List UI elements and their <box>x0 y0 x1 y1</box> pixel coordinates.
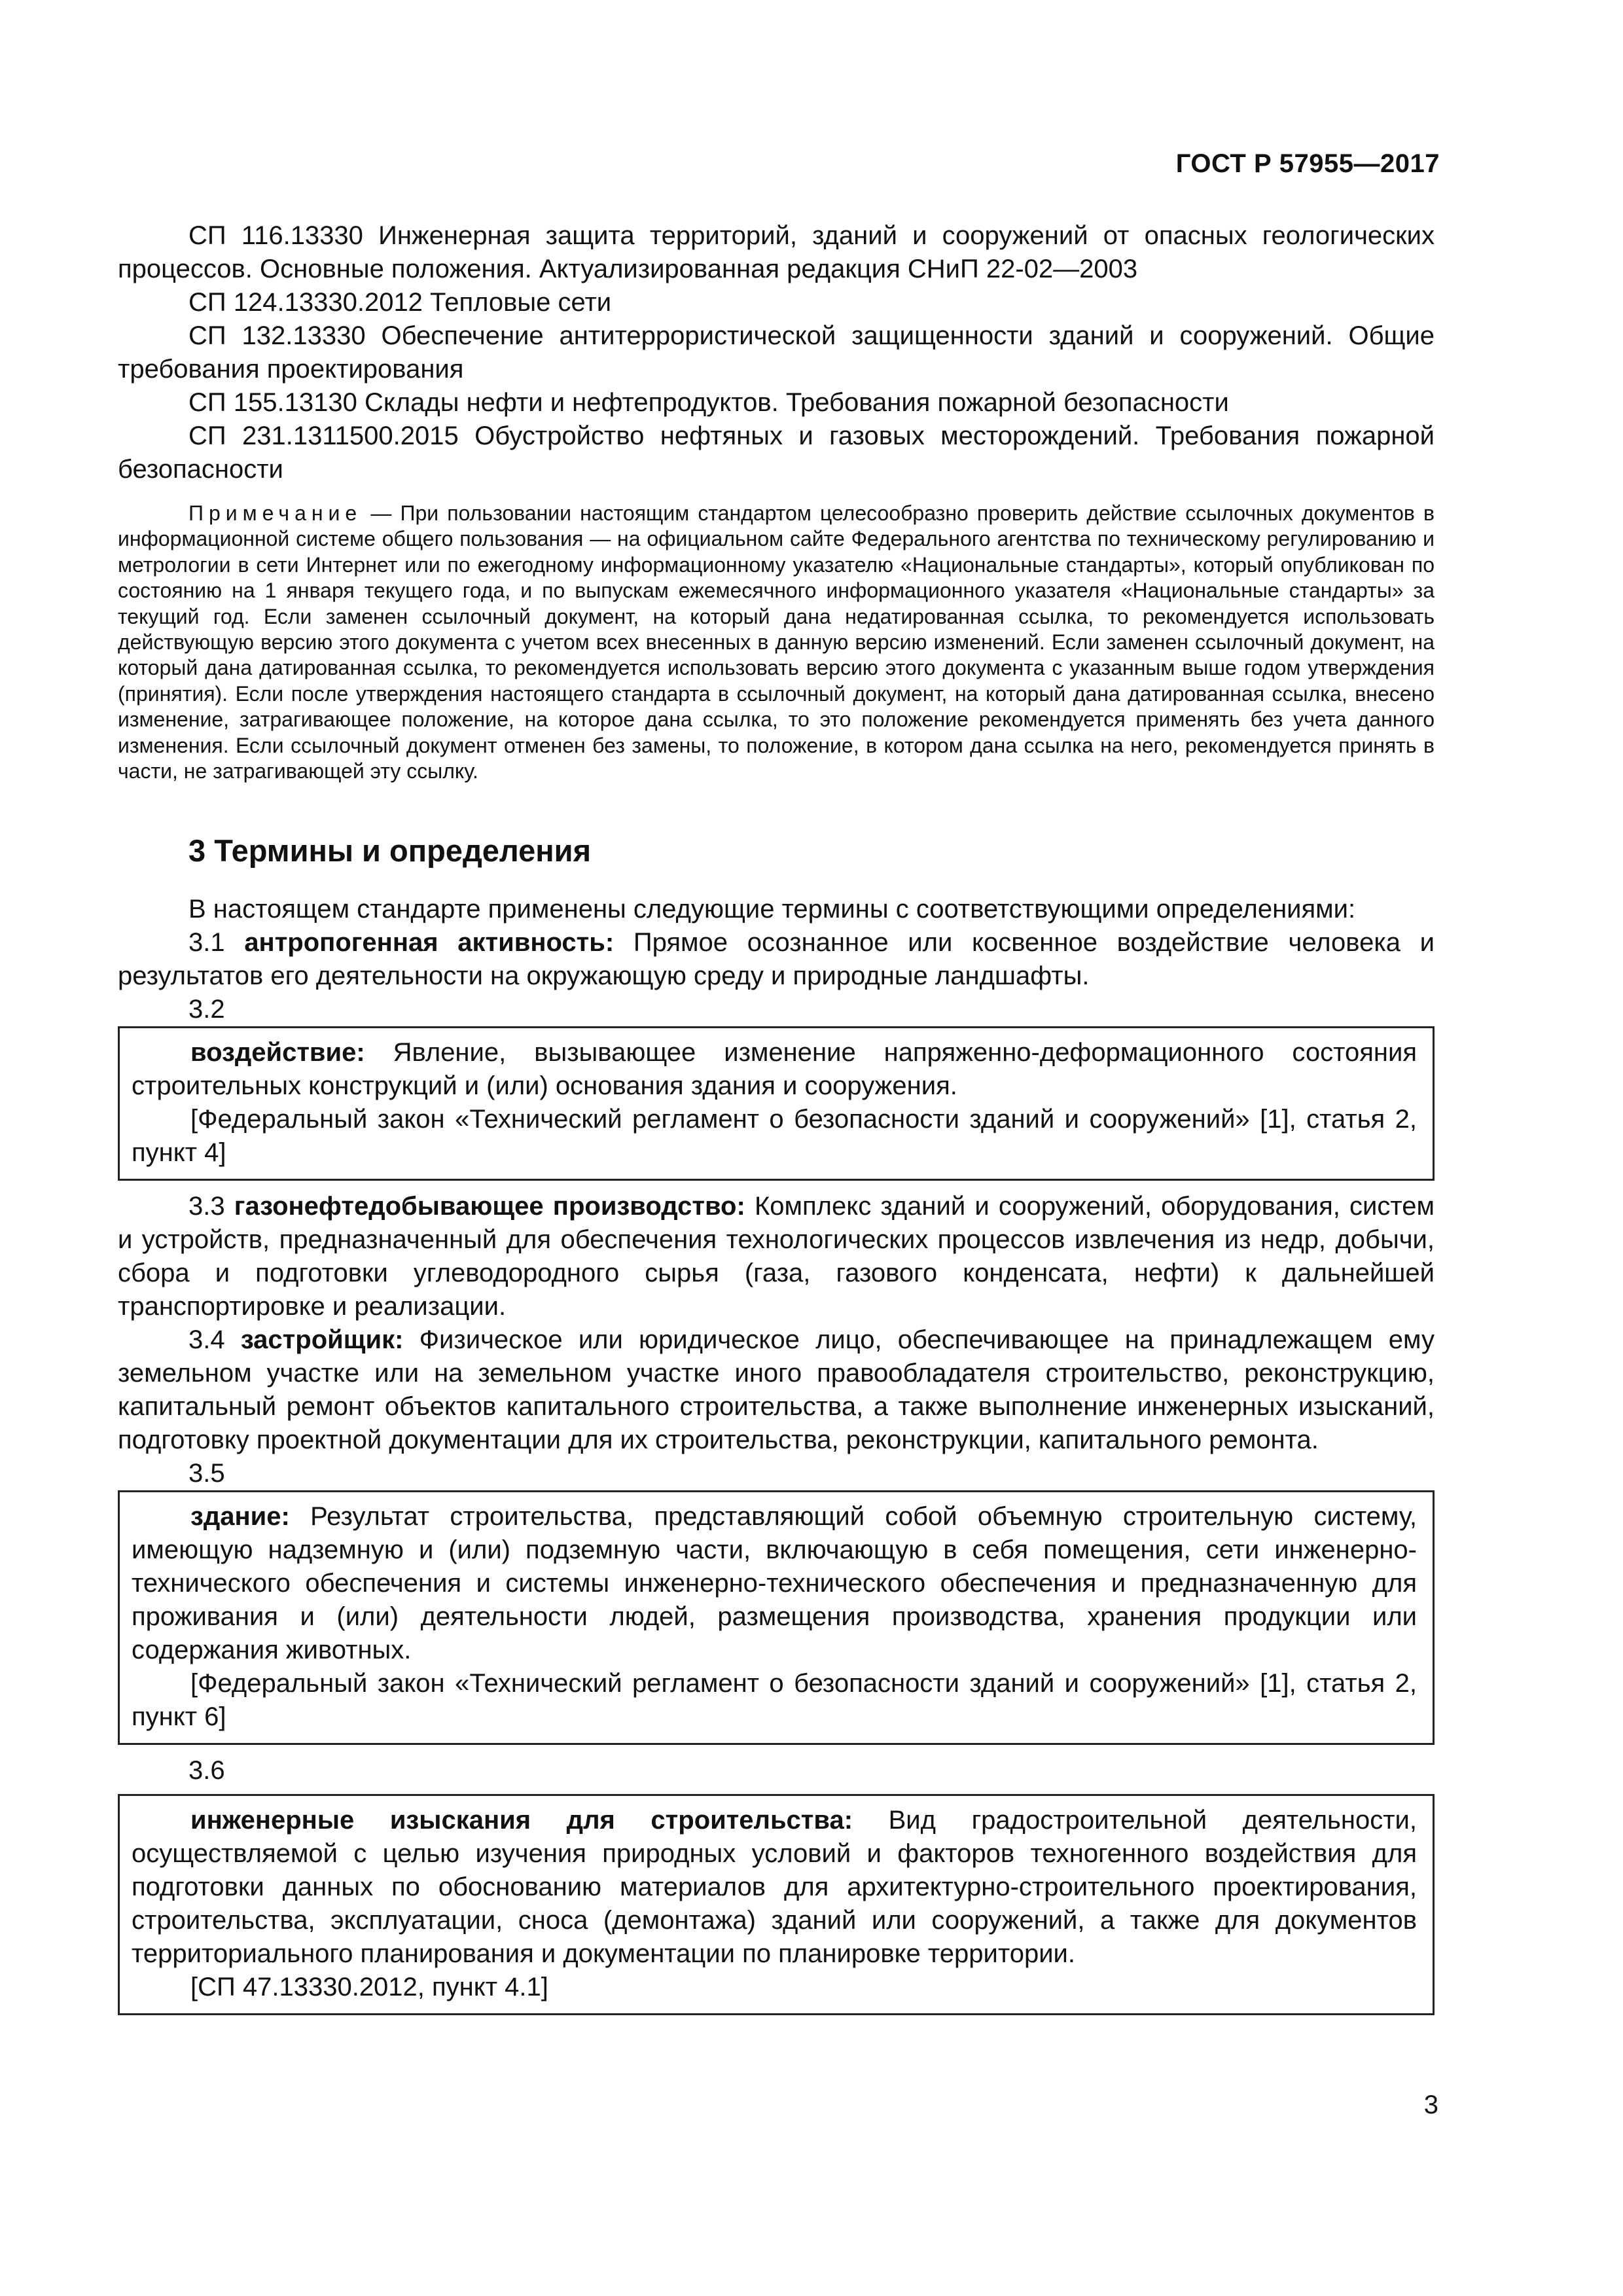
ref-sp-155: СП 155.13130 Склады нефти и нефтепродуктов. Требования пожарной безопасности <box>188 388 1229 417</box>
term-name: воздействие: <box>190 1038 365 1067</box>
term-definition: Вид градостроительной деятельности, осуществляемой с целью изучения природных условий и факторов техногенного воздействия для подготовки данных по обоснованию материалов для архитектурно-строительного проектирования, строительства, эксплуатации, сноса (демонтажа) зданий или сооружений, а также для документов территориального планирования и документации по планировке территории. <box>132 1806 1417 1969</box>
term-number: 3.3 <box>188 1192 234 1221</box>
term-number-3-6: 3.6 <box>188 1756 225 1785</box>
term-3-2 <box>132 1036 1417 1103</box>
term-3-3 <box>118 1190 1435 1323</box>
term-box-3-5 <box>118 1490 1435 1745</box>
ref-sp-231: СП 231.1311500.2015 Обустройство нефтяных и газовых месторождений. Требования пожарной безопасности <box>118 422 1435 484</box>
term-name: здание: <box>190 1502 290 1532</box>
page-content <box>118 219 1435 2015</box>
term-name: застройщик: <box>240 1325 404 1355</box>
section-intro: В настоящем стандарте применены следующие термины с соответствующими определениями: <box>188 895 1356 924</box>
term-3-5 <box>132 1500 1417 1667</box>
section-title: 3 Термины и определения <box>188 833 591 869</box>
term-definition: Прямое осознанное или косвенное воздействие человека и результатов его деятельности на окружающую среду и природные ландшафты. <box>118 928 1435 991</box>
term-name: инженерные изыскания для строительства: <box>190 1806 853 1835</box>
page-number: 3 <box>1423 2090 1438 2119</box>
ref-sp-132: СП 132.13330 Обеспечение антитеррористической защищенности зданий и сооружений. Общие требования проектирования <box>118 321 1435 384</box>
term-number-3-2: 3.2 <box>188 995 225 1024</box>
term-name: газонефтедобывающее производство: <box>234 1192 745 1221</box>
term-source: [Федеральный закон «Технический регламент о безопасности зданий и сооружений» [1], статья 2, пункт 4] <box>132 1105 1417 1168</box>
term-definition: Физическое или юридическое лицо, обеспечивающее на принадлежащем ему земельном участке или на земельном участке иного правообладателя строительство, реконструкцию, капитальный ремонт объектов капитального строительства, а также выполнение инженерных изысканий, подготовку проектной документации для их строительства, реконструкции, капитального ремонта. <box>118 1325 1435 1455</box>
note-label: Примечание <box>188 501 363 525</box>
document-header-standard: ГОСТ Р 57955—2017 <box>1175 149 1440 178</box>
term-3-1 <box>118 926 1435 993</box>
term-number-3-5: 3.5 <box>188 1459 225 1488</box>
term-definition: Явление, вызывающее изменение напряженно-деформационного состояния строительных конструкций и (или) основания здания и сооружения. <box>132 1038 1417 1101</box>
term-number: 3.4 <box>188 1325 241 1355</box>
ref-sp-124: СП 124.13330.2012 Тепловые сети <box>188 288 612 317</box>
term-3-6 <box>132 1804 1417 1971</box>
term-box-3-2 <box>118 1026 1435 1181</box>
term-definition: Комплекс зданий и сооружений, оборудования, систем и устройств, предназначенный для обеспечения технологических процессов извлечения из недр, добычи, сбора и подготовки углеводородного сырья (газа, газового конденсата, нефти) к дальнейшей транспортировке и реализации. <box>118 1192 1435 1321</box>
term-number: 3.1 <box>188 928 245 958</box>
term-source: [Федеральный закон «Технический регламент о безопасности зданий и сооружений» [1], статья 2, пункт 6] <box>132 1669 1417 1732</box>
term-box-3-6 <box>118 1794 1435 2015</box>
note-text: — При пользовании настоящим стандартом целесообразно проверить действие ссылочных документов в информационной системе общего пользования — на официальном сайте Федерального агентства по техническому регулированию и метрологии в сети Интернет или по ежегодному информационному указателю «Национальные стандарты», который опубликован по состоянию на 1 января текущего года, и по выпускам ежемесячного информационного указателя «Национальные стандарты» за текущий год. Если заменен ссылочный документ, на который дана недатированная ссылка, то рекомендуется использовать действующую версию этого документа с учетом всех внесенных в данную версию изменений. Если заменен ссылочный документ, на который дана датированная ссылка, то рекомендуется использовать версию этого документа с указанным выше годом утверждения (принятия). Если после утверждения настоящего стандарта в ссылочный документ, на который дана датированная ссылка, внесено изменение, затрагивающее положение, на которое дана ссылка, то это положение рекомендуется применять без учета данного изменения. Если ссылочный документ отменен без замены, то положение, в котором дана ссылка на него, рекомендуется принять в части, не затрагивающей эту ссылку. <box>118 501 1435 783</box>
term-name: антропогенная активность: <box>244 928 615 958</box>
term-source: [СП 47.13330.2012, пункт 4.1] <box>190 1973 548 2002</box>
ref-sp-116: СП 116.13330 Инженерная защита территорий, зданий и сооружений от опасных геологических процессов. Основные положения. Актуализированная редакция СНиП 22-02—2003 <box>118 221 1435 283</box>
term-definition: Результат строительства, представляющий собой объемную строительную систему, имеющую надземную и (или) подземную части, включающую в себя помещения, сети инженерно-технического обеспечения и системы инженерно-технического обеспечения и предназначенную для проживания и (или) деятельности людей, размещения производства, хранения продукции или содержания животных. <box>132 1502 1417 1665</box>
note-paragraph <box>118 501 1435 784</box>
term-3-4 <box>118 1323 1435 1457</box>
